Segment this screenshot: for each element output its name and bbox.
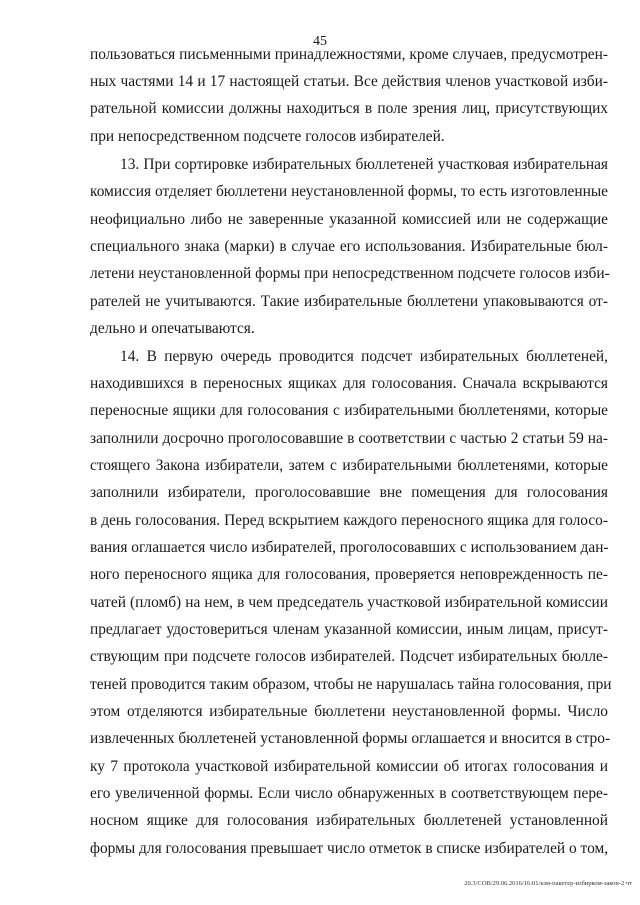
text-line: рателей не учитываются. Такие избирательные бюллетени упаковываются от- [90, 293, 608, 310]
text-line: летени неустановленной формы при непосредственном подсчете голосов изби- [90, 265, 610, 282]
text-line: находившихся в переносных ящиках для голосования. Сначала вскрываются [90, 375, 608, 392]
text-line: чатей (пломб) на нем, в чем председатель участковой избирательной комиссии [90, 594, 608, 611]
text-line: комиссия отделяет бюллетени неустановленной формы, то есть изготовленные [90, 183, 608, 200]
text-line: ствующим при подсчете голосов избирателей. Подсчет избирательных бюлле- [90, 648, 608, 665]
page-number: 45 [313, 34, 327, 49]
text-line: ных частями 14 и 17 настоящей статьи. Все действия членов участковой изби- [90, 73, 608, 90]
text-line: заполнили досрочно проголосовавшие в соответствии с частью 2 статьи 59 на- [90, 430, 608, 447]
text-line: переносные ящики для голосования с избирательными бюллетенями, которые [90, 402, 608, 419]
text-line: теней проводится таким образом, чтобы не нарушалась тайна голосования, при [90, 676, 612, 693]
text-line: вания оглашается число избирателей, проголосовавших с использованием дан- [90, 539, 609, 556]
text-line: стоящего Закона избиратели, затем с избирательными бюллетенями, которые [90, 457, 608, 474]
text-line: в день голосования. Перед вскрытием каждого переносного ящика для голосо- [90, 512, 608, 529]
text-line: ного переносного ящика для голосования, проверяется неповрежденность пе- [90, 566, 608, 583]
paragraph-13-start: 13. При сортировке избирательных бюллетеней участковая избирательная [120, 156, 608, 173]
text-line: специального знака (марки) в случае его использования. Избирательные бюл- [90, 238, 608, 255]
paragraph-14-start: 14. В первую очередь проводится подсчет избирательных бюллетеней, [120, 348, 608, 365]
text-line: дельно и опечатываются. [90, 320, 255, 337]
text-line: при непосредственном подсчете голосов избирателей. [90, 128, 445, 145]
text-line: извлеченных бюллетеней установленной формы оглашается и вносится в стро- [90, 730, 611, 747]
text-line: пользоваться письменными принадлежностями, кроме случаев, предусмотрен- [90, 46, 608, 63]
text-line: этом отделяются избирательные бюллетени неустановленной формы. Число [90, 703, 608, 720]
footer-file-path: 20.3/СОВ/29.06.2016/16:01/кзм-пакетер-избирком-закон-2 чт [464, 880, 632, 887]
text-line: формы для голосования превышает число отметок в списке избирателей о том, [90, 840, 609, 857]
text-line: его увеличенной формы. Если число обнаруженных в соответствующем пере- [90, 785, 608, 802]
text-line: рательной комиссии должны находиться в поле зрения лиц, присутствующих [90, 100, 608, 117]
text-line: носном ящике для голосования избирательных бюллетеней установленной [90, 812, 608, 829]
text-line: неофициально либо не заверенные указанной комиссией или не содержащие [90, 211, 608, 228]
text-line: ку 7 протокола участковой избирательной комиссии об итогах голосования и [90, 758, 608, 775]
text-line: заполнили избиратели, проголосовавшие вне помещения для голосования [90, 484, 608, 501]
text-line: предлагает удостовериться членам указанной комиссии, иным лицам, присут- [90, 621, 608, 638]
